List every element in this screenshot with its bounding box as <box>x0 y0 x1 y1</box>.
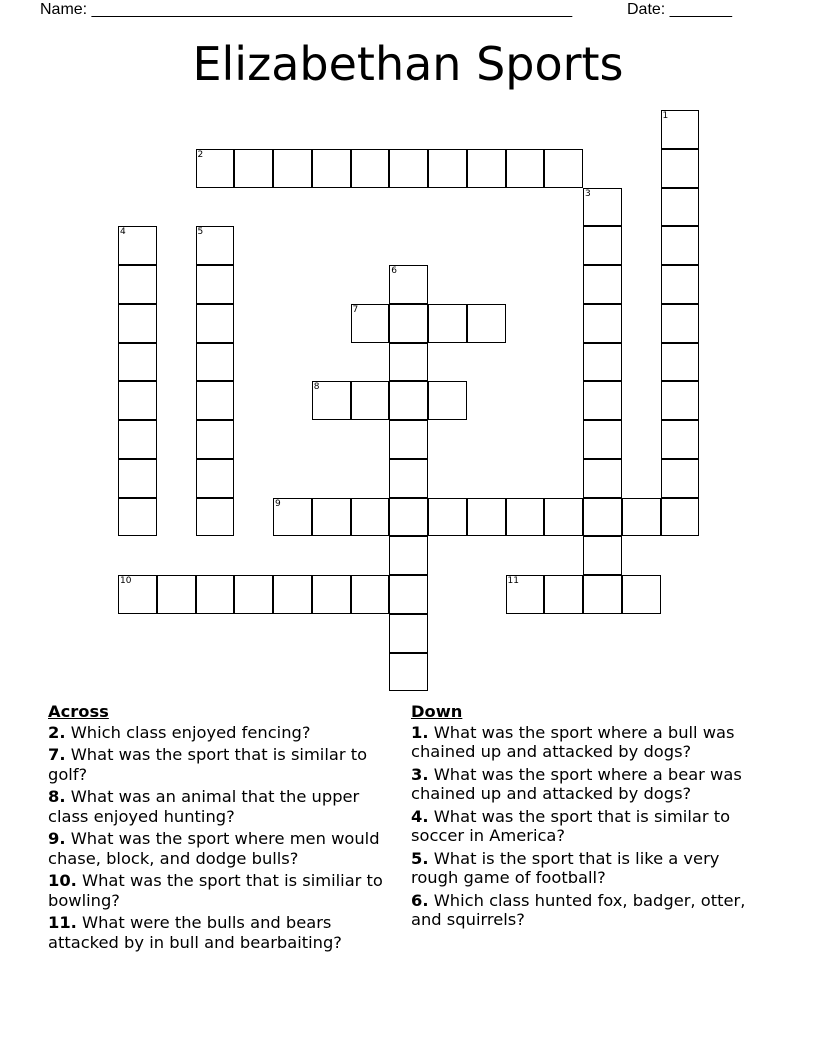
grid-cell[interactable] <box>583 265 622 304</box>
clue-number: 11 <box>507 576 519 586</box>
grid-cell[interactable] <box>351 149 390 188</box>
grid-cell[interactable] <box>389 536 428 575</box>
grid-cell[interactable] <box>196 381 235 420</box>
grid-cell[interactable] <box>428 304 467 343</box>
grid-cell[interactable] <box>544 149 583 188</box>
grid-cell[interactable] <box>583 381 622 420</box>
grid-cell[interactable] <box>196 343 235 382</box>
grid-cell[interactable] <box>312 498 351 537</box>
grid-cell[interactable] <box>661 381 700 420</box>
grid-cell[interactable] <box>234 149 273 188</box>
grid-cell[interactable] <box>583 304 622 343</box>
grid-cell[interactable] <box>351 575 390 614</box>
grid-cell[interactable] <box>196 420 235 459</box>
clue-down-1: 1. What was the sport where a bull was chained up and attacked by dogs? <box>411 722 735 761</box>
grid-cell[interactable] <box>428 149 467 188</box>
page-title: Elizabethan Sports <box>192 37 624 91</box>
clue-down-6: 6. Which class hunted fox, badger, otter, and squirrels? <box>411 890 746 929</box>
grid-cell[interactable] <box>389 420 428 459</box>
grid-cell[interactable] <box>583 459 622 498</box>
grid-cell[interactable] <box>467 498 506 537</box>
grid-cell[interactable] <box>389 381 428 420</box>
grid-cell[interactable] <box>583 343 622 382</box>
grid-cell[interactable] <box>312 575 351 614</box>
grid-cell[interactable] <box>196 459 235 498</box>
clue-across-11: 11. What were the bulls and bears attacked by in bull and bearbaiting? <box>48 913 342 952</box>
grid-cell[interactable] <box>583 498 622 537</box>
grid-cell[interactable] <box>622 575 661 614</box>
grid-cell[interactable] <box>312 381 351 420</box>
grid-cell[interactable] <box>312 149 351 188</box>
grid-cell[interactable] <box>661 498 700 537</box>
grid-cell[interactable] <box>157 575 196 614</box>
grid-cell[interactable] <box>118 575 157 614</box>
clue-across-7: 7. What was the sport that is similar to golf? <box>48 745 368 784</box>
clue-number: 8 <box>313 382 320 393</box>
grid-cell[interactable] <box>428 381 467 420</box>
grid-cell[interactable] <box>118 265 157 304</box>
grid-cell[interactable] <box>661 188 700 227</box>
grid-cell[interactable] <box>196 265 235 304</box>
down-heading: Down <box>411 702 463 721</box>
crossword-grid <box>118 110 738 700</box>
grid-cell[interactable] <box>118 226 157 265</box>
grid-cell[interactable] <box>118 459 157 498</box>
clue-number: 6 <box>391 266 397 276</box>
grid-cell[interactable] <box>583 188 622 227</box>
clue-number: 1 <box>662 111 669 121</box>
grid-cell[interactable] <box>583 575 622 614</box>
clue-number: 5 <box>197 227 204 238</box>
grid-cell[interactable] <box>389 265 428 304</box>
grid-cell[interactable] <box>506 498 545 537</box>
grid-cell[interactable] <box>118 381 157 420</box>
grid-cell[interactable] <box>389 653 428 692</box>
grid-cell[interactable] <box>351 304 390 343</box>
grid-cell[interactable] <box>389 498 428 537</box>
grid-cell[interactable] <box>661 226 700 265</box>
clue-down-4: 4. What was the sport that is similar to soccer in America? <box>411 806 731 845</box>
date-field: Date: _______ <box>627 1 732 18</box>
grid-cell[interactable] <box>428 498 467 537</box>
grid-cell[interactable] <box>196 226 235 265</box>
grid-cell[interactable] <box>196 304 235 343</box>
grid-cell[interactable] <box>351 381 390 420</box>
grid-cell[interactable] <box>389 304 428 343</box>
clue-number: 7 <box>352 304 359 315</box>
across-clues <box>48 702 393 955</box>
grid-cell[interactable] <box>118 420 157 459</box>
grid-cell[interactable] <box>622 498 661 537</box>
clue-down-3: 3. What was the sport where a bear was chained up and attacked by dogs? <box>411 764 742 803</box>
name-field: Name: ______________________________________________________ <box>40 1 573 18</box>
grid-cell[interactable] <box>389 459 428 498</box>
grid-cell[interactable] <box>196 575 235 614</box>
grid-cell[interactable] <box>506 575 545 614</box>
grid-cell[interactable] <box>661 265 700 304</box>
grid-cell[interactable] <box>661 459 700 498</box>
grid-cell[interactable] <box>196 498 235 537</box>
grid-cell[interactable] <box>583 420 622 459</box>
clue-number: 10 <box>120 576 132 586</box>
grid-cell[interactable] <box>583 536 622 575</box>
grid-cell[interactable] <box>273 575 312 614</box>
grid-cell[interactable] <box>234 575 273 614</box>
grid-cell[interactable] <box>389 614 428 653</box>
clue-number: 9 <box>275 498 281 509</box>
grid-cell[interactable] <box>661 110 700 149</box>
grid-cell[interactable] <box>544 498 583 537</box>
grid-cell[interactable] <box>118 343 157 382</box>
grid-cell[interactable] <box>118 304 157 343</box>
clue-down-5: 5. What is the sport that is like a very rough game of football? <box>411 848 720 887</box>
grid-cell[interactable] <box>467 304 506 343</box>
grid-cell[interactable] <box>467 149 506 188</box>
grid-cell[interactable] <box>196 149 235 188</box>
grid-cell[interactable] <box>389 575 428 614</box>
grid-cell[interactable] <box>544 575 583 614</box>
grid-cell[interactable] <box>506 149 545 188</box>
grid-cell[interactable] <box>351 498 390 537</box>
clue-across-2: 2. Which class enjoyed fencing? <box>48 722 311 742</box>
down-clues <box>411 702 756 933</box>
clue-number: 2 <box>197 149 204 160</box>
clue-number: 4 <box>120 227 126 238</box>
across-heading: Across <box>48 702 109 721</box>
grid-cell[interactable] <box>661 420 700 459</box>
clue-across-8: 8. What was an animal that the upper class enjoyed hunting? <box>48 787 360 826</box>
grid-cell[interactable] <box>389 343 428 382</box>
grid-cell[interactable] <box>583 226 622 265</box>
clue-across-10: 10. What was the sport that is similiar to bowling? <box>48 871 383 910</box>
grid-cell[interactable] <box>661 343 700 382</box>
clue-number: 3 <box>585 188 591 199</box>
grid-cell[interactable] <box>273 149 312 188</box>
grid-cell[interactable] <box>661 149 700 188</box>
grid-cell[interactable] <box>661 304 700 343</box>
grid-cell[interactable] <box>118 498 157 537</box>
clue-across-9: 9. What was the sport where men would chase, block, and dodge bulls? <box>48 829 380 868</box>
grid-cell[interactable] <box>389 149 428 188</box>
grid-cell[interactable] <box>273 498 312 537</box>
